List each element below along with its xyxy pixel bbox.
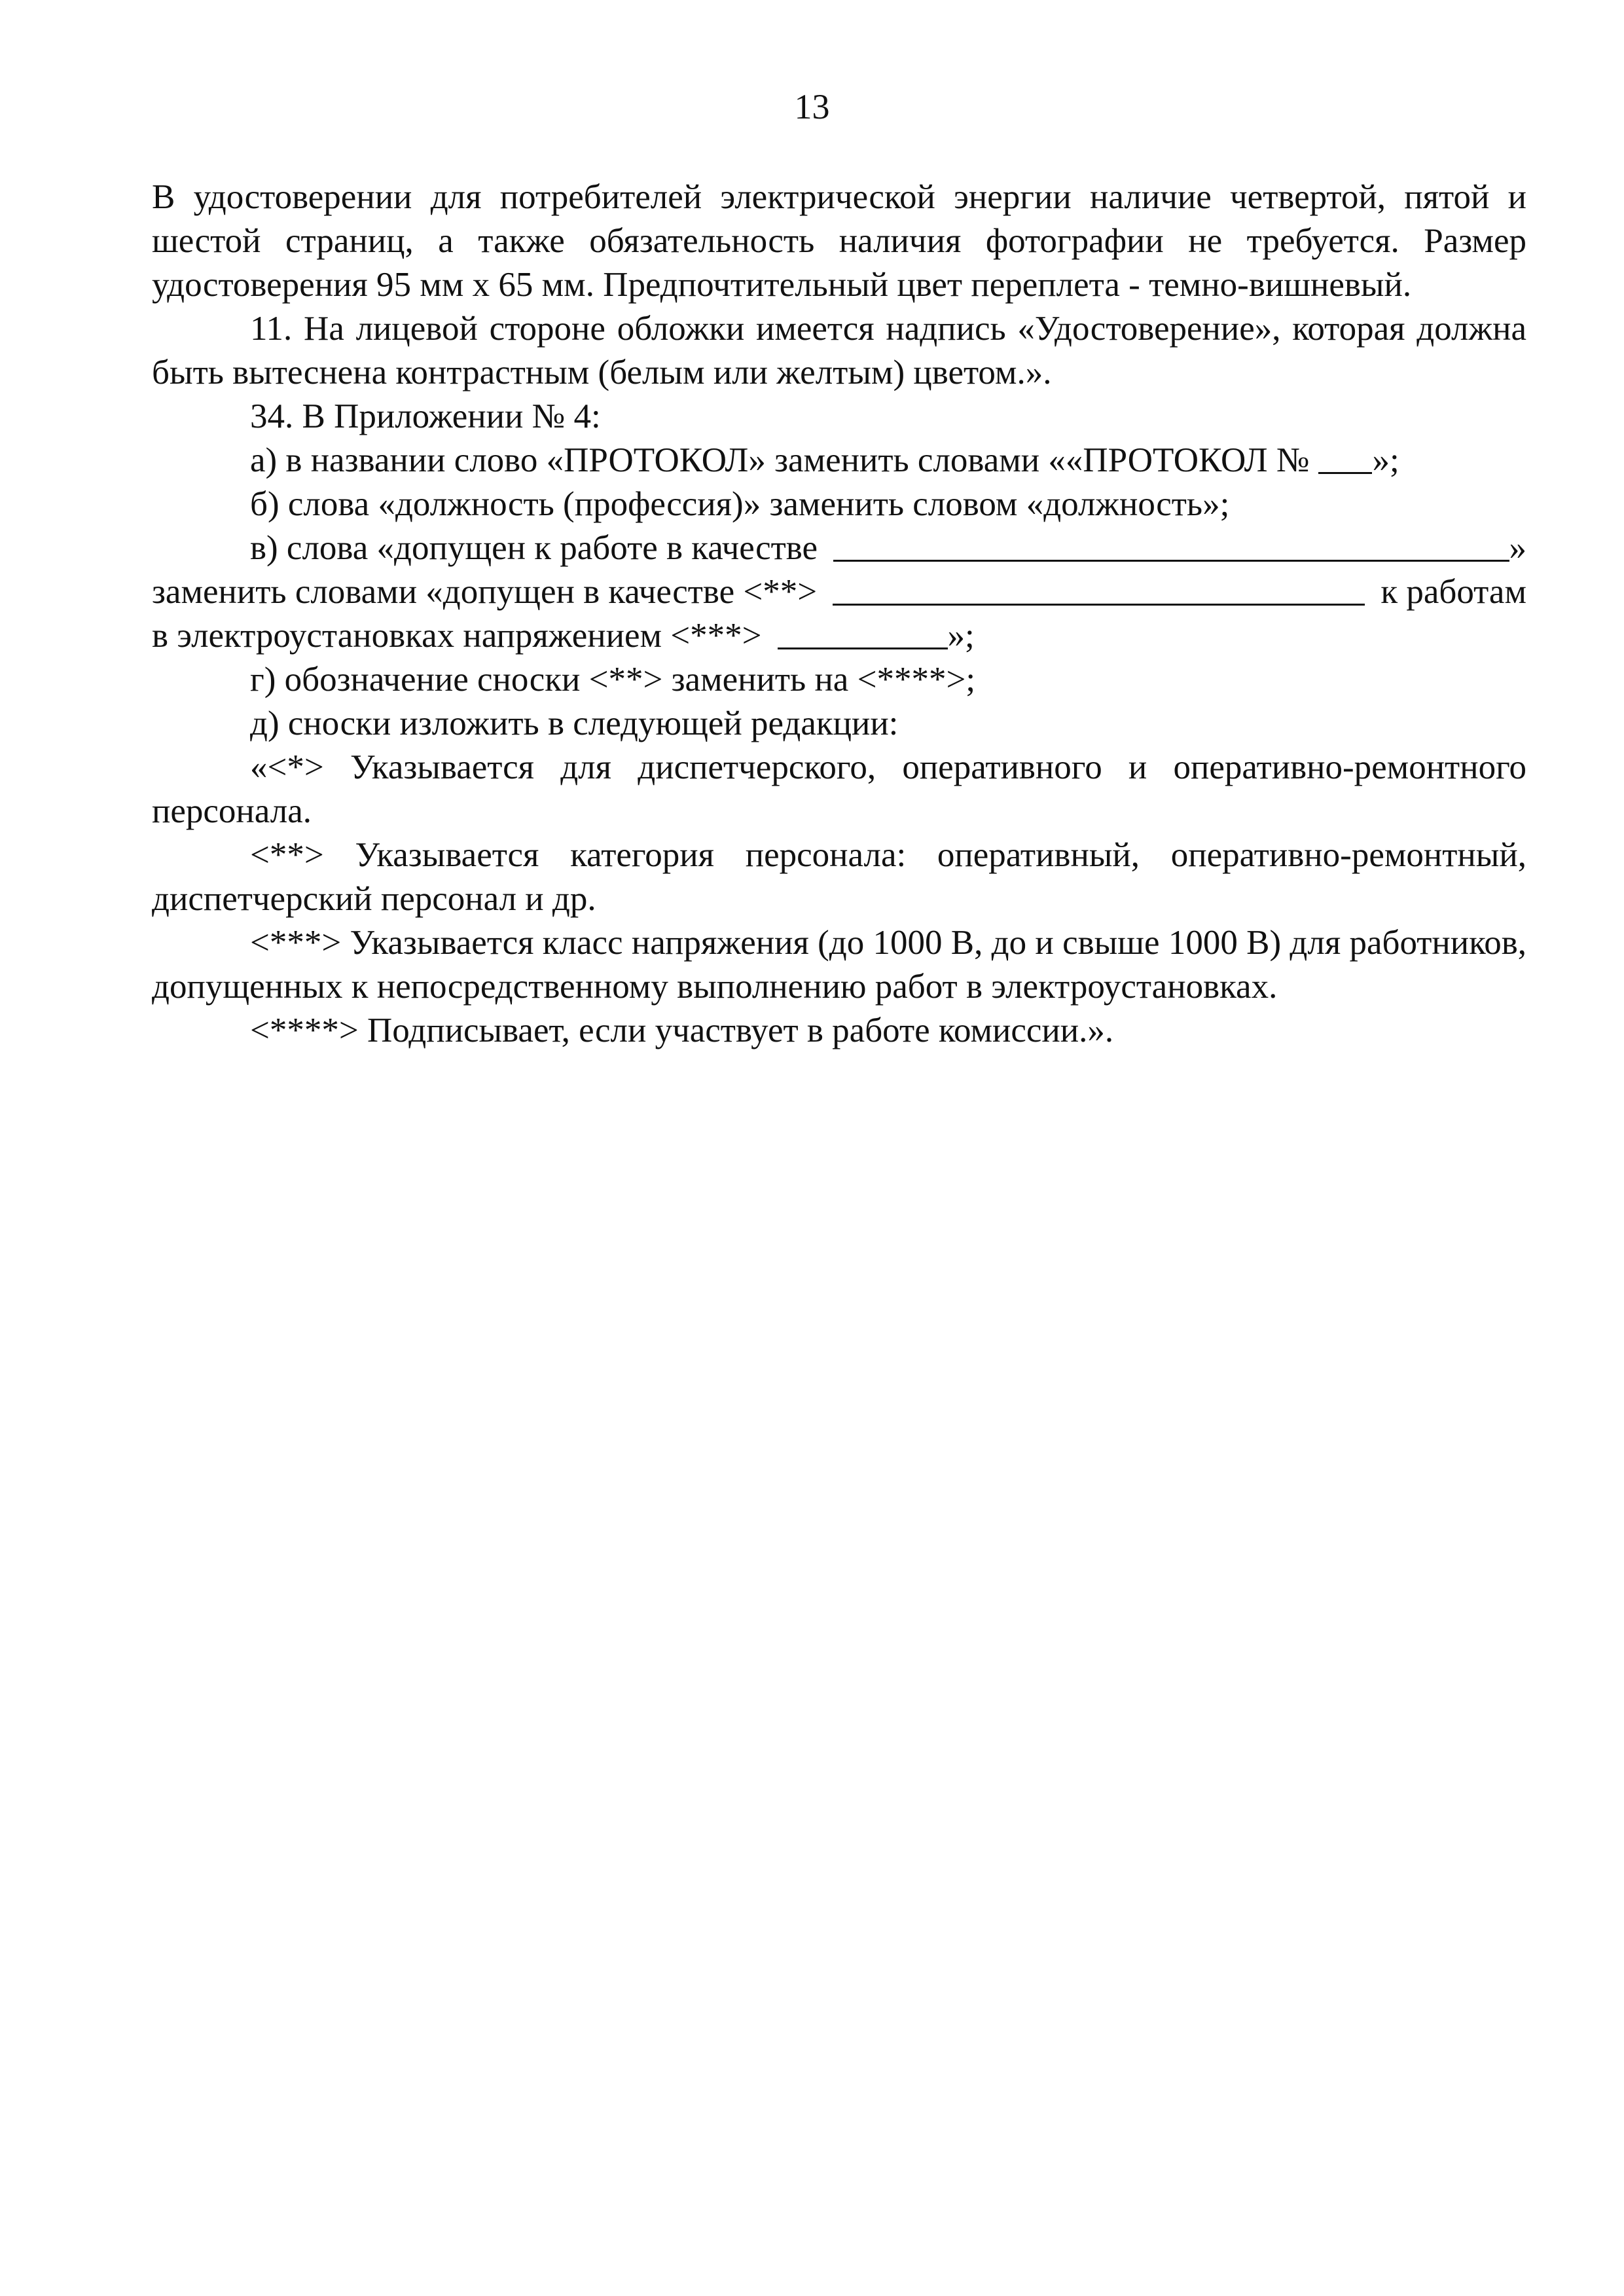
footnote-2: <**> Указывается категория персонала: оперативный, оперативно-ремонтный, диспетчерский персонал и др. [152, 836, 1526, 918]
item-v-line1-text: в) слова «допущен к работе в качестве [250, 529, 818, 567]
paragraph-item-b [152, 483, 1526, 526]
paragraph-certificate-requirements: В удостоверении для потребителей электрической энергии наличие четвертой, пятой и шестой страниц, а также обязательность наличия фотографии не требуется. Размер удостоверения 95 мм х 65 мм. Предпочтительный цвет переплета - темно-вишневый. [152, 178, 1526, 304]
blank-work-capacity [833, 559, 1509, 562]
paragraph-item-11: 11. На лицевой стороне обложки имеется надпись «Удостоверение», которая должна быть вытеснена контрастным (белым или желтым) цветом.». [152, 310, 1526, 392]
blank-voltage [778, 647, 948, 649]
item-v-line1-closing: » [1509, 529, 1526, 567]
paragraph-item-d [152, 702, 1526, 746]
item-34-text: 34. В Приложении № 4: [250, 397, 601, 435]
paragraph-item-g [152, 658, 1526, 702]
footnote-4: <****> Подписывает, если участвует в работе комиссии.». [250, 1011, 1114, 1049]
item-v-line3-text: в электроустановках напряжением <***> [152, 617, 762, 655]
item-v-line2-text: заменить словами «допущен в качестве <**> [152, 573, 818, 611]
item-a-text: а) в названии слово «ПРОТОКОЛ» заменить словами ««ПРОТОКОЛ № [250, 441, 1310, 479]
item-v-line2-tail: к работам [1380, 573, 1526, 611]
footnote-3: <***> Указывается класс напряжения (до 1000 В, до и свыше 1000 В) для работников, допущенных к непосредственному выполнению работ в электроустановках. [152, 924, 1526, 1006]
paragraph-item-a [152, 439, 1526, 483]
paragraph-item-v-line1 [152, 526, 1526, 570]
blank-protocol-number [1318, 471, 1372, 474]
document-body [152, 175, 1526, 1053]
page-number: 13 [794, 87, 830, 126]
paragraph-item-v-line2 [152, 570, 1526, 614]
paragraph-item-v-line3 [152, 614, 1526, 658]
item-a-closing: »; [1372, 441, 1399, 479]
item-b-text: б) слова «должность (профессия)» заменить словом «должность»; [250, 485, 1230, 523]
blank-admitted-as [833, 603, 1365, 606]
item-d-text: д) сноски изложить в следующей редакции: [250, 704, 899, 742]
item-v-line3-closing: »; [947, 617, 975, 655]
paragraph-item-34 [152, 395, 1526, 439]
item-g-text: г) обозначение сноски <**> заменить на <****>; [250, 661, 976, 699]
footnote-1: «<*> Указывается для диспетчерского, оперативного и оперативно-ремонтного персонала. [152, 748, 1526, 830]
